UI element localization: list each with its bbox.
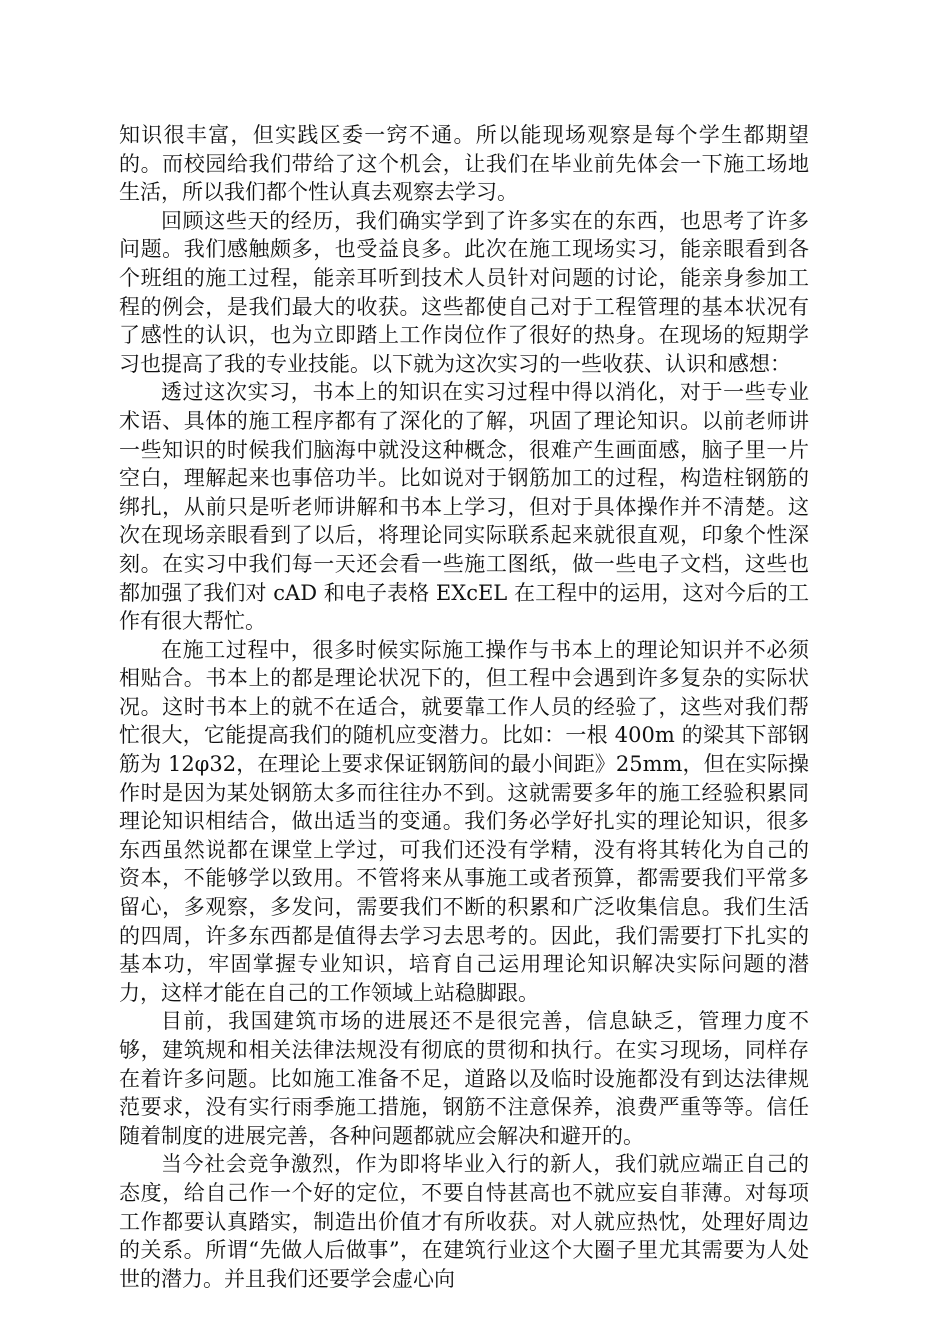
paragraph-4: 在施工过程中，很多时候实际施工操作与书本上的理论知识并不必须相贴合。书本上的都是理论状况下的，但工程中会遇到许多复杂的实际状况。这时书本上的就不在适合，就要靠工作人员的经验了，这些对我们帮忙很大，它能提高我们的随机应变潜力。比如：一根 400m 的梁其下部钢筋为 12φ32，在理论上要求保证钢筋间的最小间距》25mm，但在实际操作时是因为某处钢筋太多而往往办不到。这就需要多年的施工经验积累同理论知识相结合，做出适当的变通。我们务必学好扎实的理论知识，很多东西虽然说都在课堂上学过，可我们还没有学精，没有将其转化为自己的资本，不能够学以致用。不管将来从事施工或者预算，都需要我们平常多留心，多观察，多发问，需要我们不断的积累和广泛收集信息。我们生活的四周，许多东西都是值得去学习去思考的。因此，我们需要打下扎实的基本功，牢固掌握专业知识，培育自己运用理论知识解决实际问题的潜力，这样才能在自己的工作领域上站稳脚跟。: [119, 637, 809, 1005]
paragraph-1: 知识很丰富，但实践区委一窍不通。所以能现场观察是每个学生都期望的。而校园给我们带给了这个机会，让我们在毕业前先体会一下施工场地生活，所以我们都个性认真去观察去学习。: [119, 123, 809, 205]
paragraph-5: 目前，我国建筑市场的进展还不是很完善，信息缺乏，管理力度不够，建筑规和相关法律法规没有彻底的贯彻和执行。在实习现场，同样存在着许多问题。比如施工准备不足，道路以及临时设施都没有到达法律规范要求，没有实行雨季施工措施，钢筋不注意保养，浪费严重等等。信任随着制度的进展完善，各种问题都就应会解决和避开的。: [119, 1009, 809, 1148]
document-body: [119, 121, 809, 1293]
paragraph-6: 当今社会竞争激烈，作为即将毕业入行的新人，我们就应端正自己的态度，给自己作一个好的定位，不要自恃甚高也不就应妄自菲薄。对每项工作都要认真踏实，制造出价值才有所收获。对人就应热忱，处理好周边的关系。所谓“先做人后做事”，在建筑行业这个大圈子里尤其需要为人处世的潜力。并且我们还要学会虚心向: [119, 1152, 809, 1291]
paragraph-2: 回顾这些天的经历，我们确实学到了许多实在的东西，也思考了许多问题。我们感触颇多，也受益良多。此次在施工现场实习，能亲眼看到各个班组的施工过程，能亲耳听到技术人员针对问题的讨论，能亲身参加工程的例会，是我们最大的收获。这些都使自己对于工程管理的基本状况有了感性的认识，也为立即踏上工作岗位作了很好的热身。在现场的短期学习也提高了我的专业技能。以下就为这次实习的一些收获、认识和感想：: [119, 208, 809, 376]
paragraph-3: 透过这次实习，书本上的知识在实习过程中得以消化，对于一些专业术语、具体的施工程序都有了深化的了解，巩固了理论知识。以前老师讲一些知识的时候我们脑海中就没这种概念，很难产生画面感，脑子里一片空白，理解起来也事倍功半。比如说对于钢筋加工的过程，构造柱钢筋的绑扎，从前只是听老师讲解和书本上学习，但对于具体操作并不清楚。这次在现场亲眼看到了以后，将理论同实际联系起来就很直观，印象个性深刻。在实习中我们每一天还会看一些施工图纸，做一些电子文档，这些也都加强了我们对 cAD 和电子表格 EXcEL 在工程中的运用，这对今后的工作有很大帮忙。: [119, 380, 809, 634]
